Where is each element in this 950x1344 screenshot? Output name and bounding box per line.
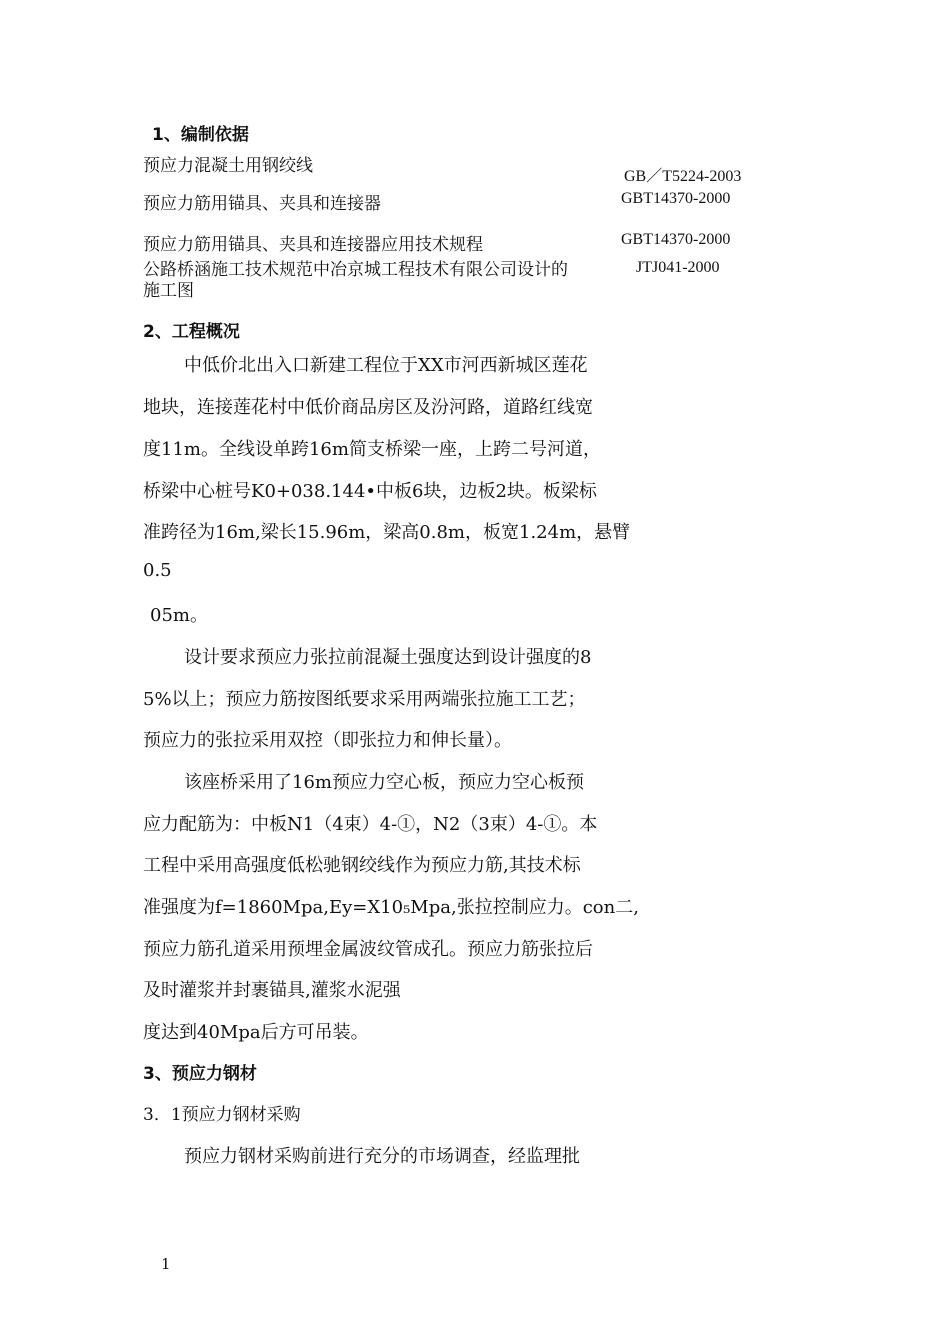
paragraph-line: 及时灌浆并封裹锚具,灌浆水泥强 bbox=[143, 980, 401, 1001]
paragraph-line: 工程中采用高强度低松驰钢绞线作为预应力筋,其技术标 bbox=[143, 855, 581, 876]
subsection-heading: 3．1预应力钢材采购 bbox=[143, 1105, 301, 1125]
reference-code: GBT14370-2000 bbox=[621, 231, 731, 248]
paragraph-line: 设计要求预应力张拉前混凝土强度达到设计强度的8 bbox=[184, 647, 592, 668]
reference-code: JTJ041-2000 bbox=[636, 259, 720, 276]
paragraph-line: 预应力筋孔道采用预埋金属波纹管成孔。预应力筋张拉后 bbox=[143, 939, 593, 960]
reference-name: 预应力筋用锚具、夹具和连接器应用技术规程 bbox=[143, 235, 483, 255]
paragraph-line: 05m。 bbox=[150, 605, 208, 626]
section-3-heading: 3、预应力钢材 bbox=[143, 1064, 257, 1084]
reference-name-continued: 施工图 bbox=[143, 281, 194, 301]
section-2-heading: 2、工程概况 bbox=[143, 322, 240, 342]
paragraph-line: 度达到40Mpa后方可吊装。 bbox=[143, 1022, 369, 1043]
reference-name: 预应力混凝土用钢绞线 bbox=[143, 156, 313, 176]
paragraph-line: 0.5 bbox=[143, 560, 172, 581]
reference-name: 预应力筋用锚具、夹具和连接器 bbox=[143, 194, 381, 214]
paragraph-line: 预应力的张拉采用双控（即张拉力和伸长量）。 bbox=[143, 730, 512, 751]
section-1-heading: 1、编制依据 bbox=[152, 125, 249, 145]
paragraph-line: 应力配筋为：中板N1（4束）4-①，N2（3束）4-①。本 bbox=[143, 814, 598, 835]
paragraph-line: 桥梁中心桩号K0+038.144•中板6块，边板2块。板梁标 bbox=[143, 481, 597, 502]
reference-name: 公路桥涵施工技术规范中冶京城工程技术有限公司设计的 bbox=[143, 260, 568, 280]
paragraph-line: 准跨径为16m,梁长15.96m，梁高0.8m，板宽1.24m，悬臂 bbox=[143, 522, 631, 543]
paragraph-line: 地块，连接莲花村中低价商品房区及汾河路，道路红线宽 bbox=[143, 397, 593, 418]
paragraph-line: 预应力钢材采购前进行充分的市场调查，经监理批 bbox=[184, 1146, 580, 1167]
paragraph-line: 中低价北出入口新建工程位于XX市河西新城区莲花 bbox=[184, 355, 588, 376]
reference-code: GB／T5224-2003 bbox=[624, 168, 742, 185]
paragraph-line: 5%以上；预应力筋按图纸要求采用两端张拉施工工艺； bbox=[143, 689, 586, 710]
paragraph-line: 度11m。全线设单跨16m简支桥梁一座，上跨二号河道， bbox=[143, 439, 601, 460]
reference-code: GBT14370-2000 bbox=[621, 190, 731, 207]
paragraph-line: 准强度为f=1860Mpa,Ey=X10₅Mpa,张拉控制应力。con二, bbox=[143, 897, 639, 918]
paragraph-line: 该座桥采用了16m预应力空心板，预应力空心板预 bbox=[184, 772, 584, 793]
page-number: 1 bbox=[161, 1255, 171, 1273]
